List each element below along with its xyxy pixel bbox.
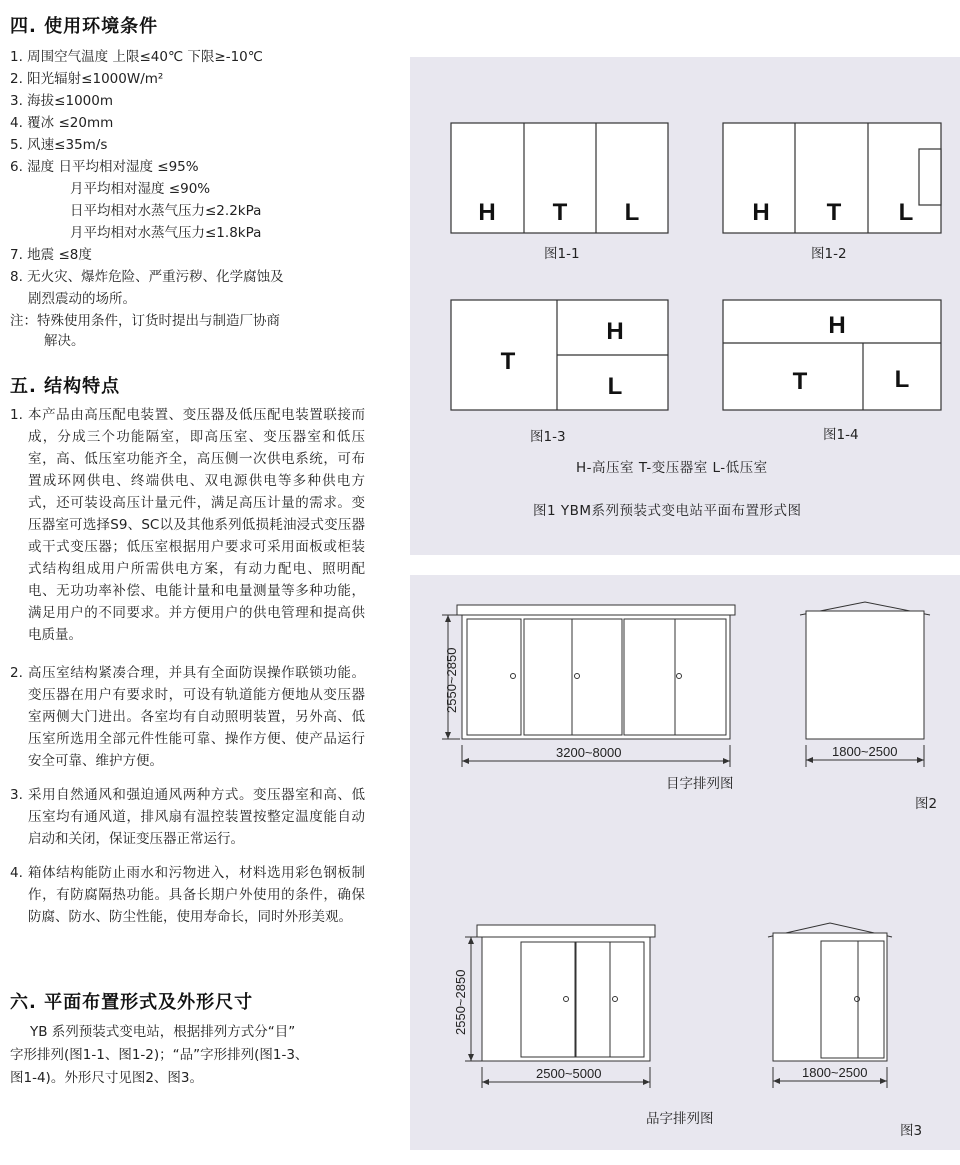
env-item: 月平均相对水蒸气压力≤1.8kPa [70,225,262,241]
env-item: 6. 湿度 日平均相对湿度 ≤95% [10,159,199,175]
env-item: 4. 覆冰 ≤20mm [10,115,114,131]
structure-item [10,862,365,928]
room-L: L [894,366,910,393]
fig3-front-roof [477,925,655,937]
item-number: 1. [10,407,23,423]
env-item: 8. 无火灾、爆炸危险、严重污秽、化学腐蚀及 [10,269,284,285]
fig3-side-width: 1800~2500 [802,1065,868,1080]
item-text: 高压室结构紧凑合理，并具有全面防误操作联锁功能。变压器在用户有要求时，可设有轨道能方便地从变压器室两侧大门进出。各室均有自动照明装置，另外高、低压室所选用全部元件性能可靠、操作方便、使产品运行安全可靠、维护方便。 [28,665,365,769]
layout-text: 图1-4)。外形尺寸见图2、图3。 [10,1070,203,1086]
item-number: 2. [10,665,23,681]
room-L: L [624,199,640,226]
fig2-side-body [806,611,924,739]
room-T: T [500,348,516,375]
item-text: 本产品由高压配电装置、变压器及低压配电装置联接而成，分成三个功能隔室，即高压室、变压器室和低压室，高、低压室功能齐全，高压侧一次供电系统，可布置成环网供电、终端供电、双电源供电等多种供电方式，还可装设高压计量元件，满足高压计量的需求。变压器室可选择S9、SC以及其他系列低损耗油浸式变压器或干式变压器；低压室根据用户要求可采用面板或柜装式结构组成用户所需供电方案，有动力配电、照明配电、无功功率补偿、电能计量和电量测量等多种功能，满足用户的不同要求。并方便用户的供电管理和提高供电质量。 [28,407,365,643]
figure-2-3-panel [410,575,960,1150]
section-5-title: 五. 结构特点 [10,376,121,397]
room-T: T [826,199,842,226]
fig3-front-body [482,937,650,1061]
dimension-drawings [410,575,960,1150]
room-T: T [552,199,568,226]
layout-text: YB 系列预装式变电站，根据排列方式分“目” [30,1024,296,1040]
fig1-4-caption: 图1-4 [823,427,859,443]
fig2-front-width: 3200~8000 [556,745,622,760]
env-item: 剧烈震动的场所。 [28,291,136,307]
fig1-2-caption: 图1-2 [811,246,847,262]
section-4-title: 四. 使用环境条件 [10,16,159,37]
env-item: 2. 阳光辐射≤1000W/m² [10,71,164,87]
layout-diagrams [410,57,960,555]
fig2-caption: 目字排列图 [666,776,734,792]
fig2-side-width: 1800~2500 [832,744,898,759]
env-note: 解决。 [44,333,85,349]
room-H: H [478,199,496,226]
section-6-title: 六. 平面布置形式及外形尺寸 [10,992,254,1013]
fig2-height-dim: 2550~2850 [444,647,459,713]
env-note: 注：特殊使用条件，订货时提出与制造厂协商 [10,313,280,329]
room-L: L [898,199,914,226]
fig1-2-side-box [919,149,941,205]
room-L: L [607,373,623,400]
env-item: 日平均相对水蒸气压力≤2.2kPa [70,203,262,219]
room-H: H [752,199,770,226]
fig1-1-caption: 图1-1 [544,246,580,262]
item-text: 箱体结构能防止雨水和污物进入，材料选用彩色钢板制作，有防腐隔热功能。具备长期户外使用的条件，确保防腐、防水、防尘性能，使用寿命长，同时外形美观。 [28,865,365,925]
env-item: 7. 地震 ≤8度 [10,247,92,263]
fig3-front-width: 2500~5000 [536,1066,602,1081]
env-item: 3. 海拔≤1000m [10,93,113,109]
item-number: 4. [10,865,23,881]
fig1-title: 图1 YBM系列预装式变电站平面布置形式图 [533,503,802,519]
env-item: 月平均相对湿度 ≤90% [70,181,211,197]
fig2-front-body [462,615,730,739]
fig1-3-caption: 图1-3 [530,429,566,445]
structure-item [10,784,365,850]
env-item: 1. 周围空气温度 上限≤40℃ 下限≥-10℃ [10,49,263,65]
figure-1-panel [410,57,960,555]
fig3-label: 图3 [900,1123,923,1139]
fig2-label: 图2 [915,796,938,812]
structure-item [10,404,365,646]
item-number: 3. [10,787,23,803]
room-H: H [606,318,624,345]
fig1-legend: H-高压室 T-变压器室 L-低压室 [576,460,768,476]
room-H: H [828,312,846,339]
structure-item [10,662,365,772]
room-T: T [792,368,808,395]
fig3-caption: 品字排列图 [646,1111,714,1127]
fig2-front-roof [457,605,735,615]
item-text: 采用自然通风和强迫通风两种方式。变压器室和高、低压室均有通风道，排风扇有温控装置按整定温度能自动启动和关闭，保证变压器正常运行。 [28,787,365,847]
env-item: 5. 风速≤35m/s [10,137,108,153]
fig3-side-body [773,933,887,1061]
fig3-height-dim: 2550~2850 [453,969,468,1035]
layout-text: 字形排列(图1-1、图1-2)；“品”字形排列(图1-3、 [10,1047,309,1063]
